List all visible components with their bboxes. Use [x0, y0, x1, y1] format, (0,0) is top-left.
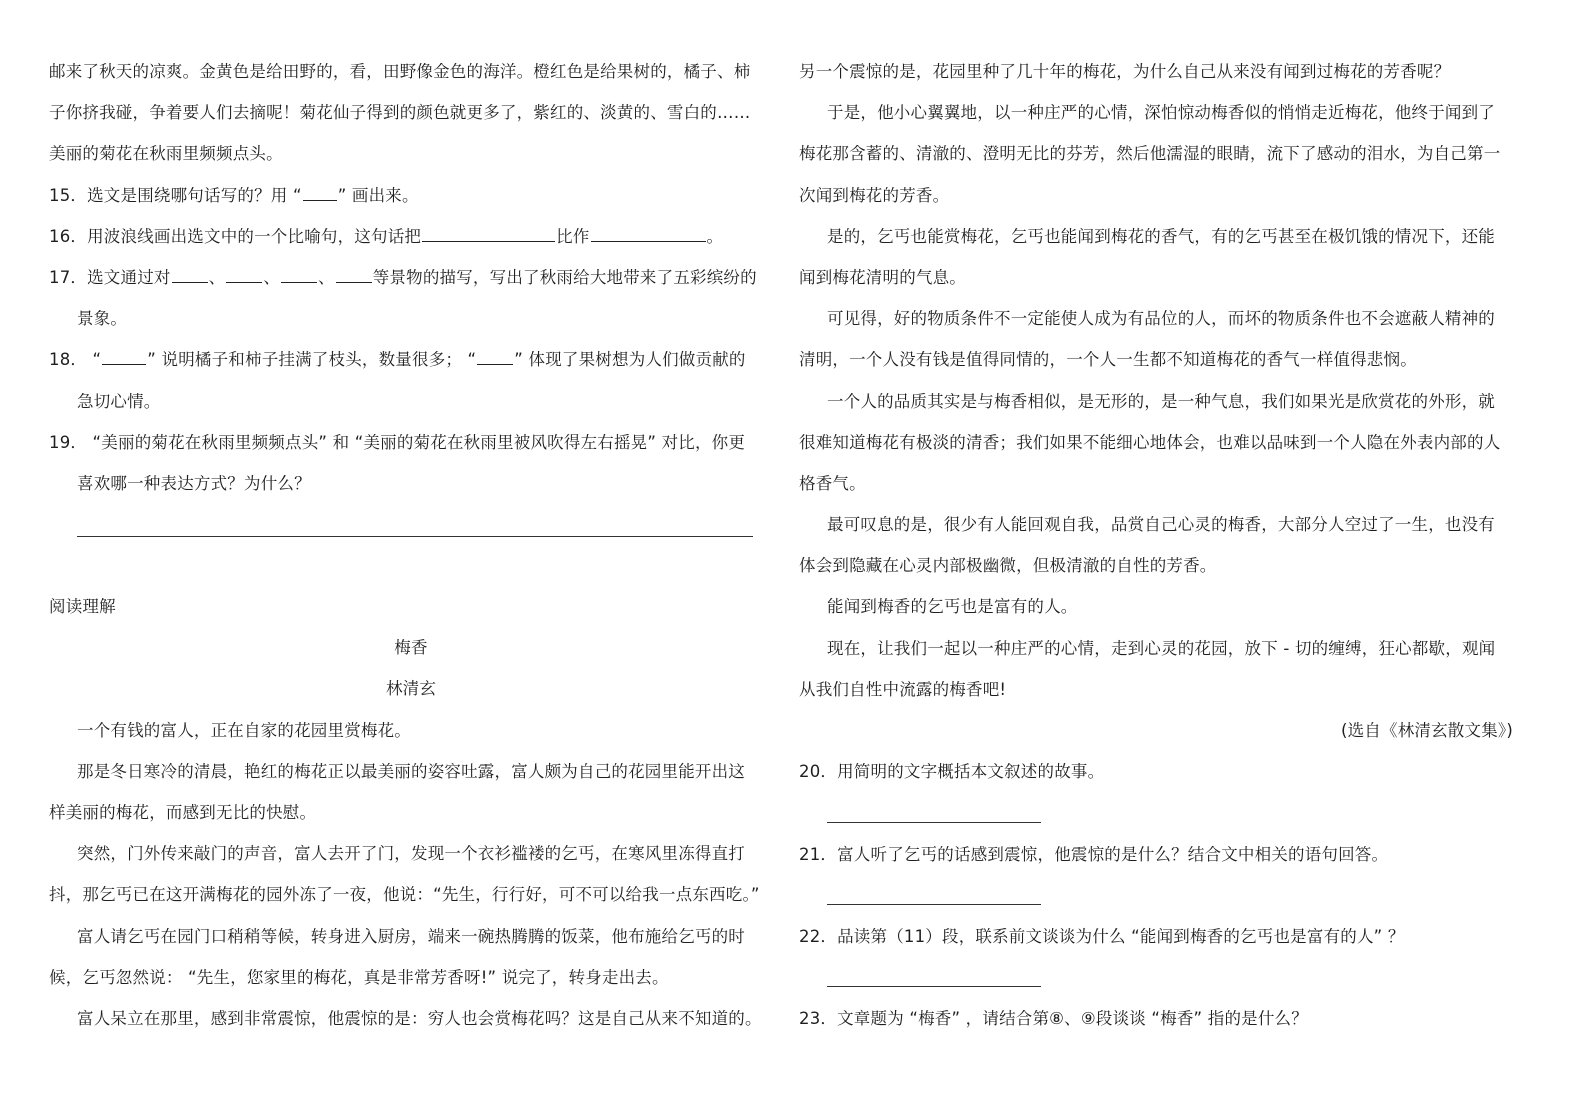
question-text: 。 — [706, 226, 724, 246]
right-column — [799, 51, 1523, 1040]
article-paragraph-line: 抖，那乞丐已在这开满梅花的园外冻了一夜，他说：“先生，行行好，可不可以给我一点东西吃。” — [49, 885, 760, 905]
question-23: 23．文章题为 “梅香” ，请结合第⑧、⑨段谈谈 “梅香” 指的是什么？ — [799, 1009, 1308, 1029]
question-text: ” 体现了果树想为人们做贡献的 — [514, 350, 746, 370]
article-paragraph: 于是，他小心翼翼地，以一种庄严的心情，深怕惊动梅香似的悄悄走近梅花，他终于闻到了 — [827, 103, 1495, 123]
reading-section — [49, 586, 773, 1039]
answer-line-q19[interactable] — [77, 536, 753, 537]
question-17-continued: 景象。 — [77, 309, 128, 329]
answer-blank[interactable] — [303, 184, 337, 201]
answer-space-q22 — [799, 957, 1523, 998]
separator: 、 — [208, 267, 226, 287]
question-22: 22．品读第（11）段，联系前文谈谈为什么 “能闻到梅香的乞丐也是富有的人” ？ — [799, 926, 1405, 946]
passage-line: 美丽的菊花在秋雨里频频点头。 — [49, 144, 283, 164]
question-18-continued: 急切心情。 — [77, 391, 161, 411]
article-paragraph: 现在，让我们一起以一种庄严的心情，走到心灵的花园，放下 - 切的缠缚，狂心都歇，观闻 — [827, 638, 1496, 658]
separator: 、 — [263, 267, 281, 287]
article-paragraph-line: 格香气。 — [799, 473, 866, 493]
question-text: 18． “ — [49, 350, 102, 370]
question-15 — [49, 175, 773, 216]
answer-blank[interactable] — [336, 266, 372, 283]
article-paragraph: 那是冬日寒冷的清晨，艳红的梅花正以最美丽的姿容吐露，富人颇为自己的花园里能开出这 — [77, 761, 745, 781]
article-paragraph: 最可叹息的是，很少有人能回观自我，品赏自己心灵的梅香，大部分人空过了一生，也没有 — [827, 515, 1495, 535]
article-paragraph: 富人请乞丐在园门口稍稍等候，转身进入厨房，端来一碗热腾腾的饭菜，他布施给乞丐的时 — [77, 926, 745, 946]
separator: 、 — [318, 267, 335, 287]
question-text: ” 说明橘子和柿子挂满了枝头，数量很多； “ — [147, 350, 477, 370]
article-paragraph-line: 很难知道梅花有极淡的清香；我们如果不能细心地体会，也难以品味到一个人隐在外表内部的人 — [799, 432, 1501, 452]
answer-line-q21[interactable] — [827, 904, 1041, 905]
answer-blank[interactable] — [102, 348, 146, 365]
answer-blank[interactable] — [172, 266, 208, 283]
article-paragraph: 能闻到梅香的乞丐也是富有的人。 — [827, 597, 1078, 617]
question-20: 20．用简明的文字概括本文叙述的故事。 — [799, 762, 1105, 782]
answer-blank[interactable] — [591, 225, 706, 242]
question-16 — [49, 216, 773, 257]
question-19-continued: 喜欢哪一种表达方式？为什么？ — [77, 473, 311, 493]
left-column — [49, 51, 773, 504]
article-paragraph: 可见得，好的物质条件不一定能使人成为有品位的人，而坏的物质条件也不会遮蔽人精神的 — [827, 309, 1495, 329]
article-paragraph-line: 从我们自性中流露的梅香吧! — [799, 679, 1007, 699]
answer-space-q20 — [799, 792, 1523, 833]
question-19: 19． “美丽的菊花在秋雨里频频点头” 和 “美丽的菊花在秋雨里被风吹得左右摇晃” 对比，你更 — [49, 432, 746, 452]
answer-line-q22[interactable] — [827, 986, 1041, 987]
answer-blank[interactable] — [226, 266, 262, 283]
article-paragraph-line: 闻到梅花清明的气息。 — [799, 267, 966, 287]
article-author: 林清玄 — [385, 679, 437, 699]
question-text: ” 画出来。 — [337, 185, 419, 205]
article-paragraph-line: 候，乞丐忽然说： “先生，您家里的梅花，真是非常芳香呀!” 说完了，转身走出去。 — [49, 967, 669, 987]
answer-space-q21 — [799, 875, 1523, 916]
answer-line-q20[interactable] — [827, 822, 1041, 823]
question-text: 15．选文是围绕哪句话写的？用 “ — [49, 185, 302, 205]
question-21: 21．富人听了乞丐的话感到震惊，他震惊的是什么？结合文中相关的语句回答。 — [799, 844, 1389, 864]
question-17 — [49, 257, 773, 298]
article-paragraph: 一个有钱的富人，正在自家的花园里赏梅花。 — [77, 720, 411, 740]
article-title: 梅香 — [394, 638, 428, 658]
article-paragraph: 突然，门外传来敲门的声音，富人去开了门，发现一个衣衫褴褛的乞丐，在寒风里冻得直打 — [77, 844, 745, 864]
article-paragraph-line: 清明，一个人没有钱是值得同情的，一个人一生都不知道梅花的香气一样值得悲悯。 — [799, 350, 1417, 370]
passage-line: 子你挤我碰，争着要人们去摘呢！菊花仙子得到的颜色就更多了，紫红的、淡黄的、雪白的…… — [49, 103, 751, 123]
answer-blank[interactable] — [422, 225, 555, 242]
answer-blank[interactable] — [281, 266, 317, 283]
article-paragraph-line: 次闻到梅花的芳香。 — [799, 185, 950, 205]
question-text: 16．用波浪线画出选文中的一个比喻句，这句话把 — [49, 226, 422, 246]
article-paragraph: 是的，乞丐也能赏梅花，乞丐也能闻到梅花的香气，有的乞丐甚至在极饥饿的情况下，还能 — [827, 226, 1495, 246]
answer-blank[interactable] — [477, 348, 513, 365]
article-paragraph-line: 体会到隐藏在心灵内部极幽微，但极清澈的自性的芳香。 — [799, 556, 1217, 576]
article-paragraph-line: 另一个震惊的是，花园里种了几十年的梅花，为什么自己从来没有闻到过梅花的芳香呢？ — [799, 62, 1451, 81]
passage-line: 邮来了秋天的凉爽。金黄色是给田野的，看，田野像金色的海洋。橙红色是给果树的，橘子、柿 — [49, 62, 751, 81]
article-paragraph: 一个人的品质其实是与梅香相似，是无形的，是一种气息，我们如果光是欣赏花的外形，就 — [827, 391, 1495, 411]
question-text: 等景物的描写，写出了秋雨给大地带来了五彩缤纷的 — [372, 267, 757, 287]
article-paragraph: 富人呆立在那里，感到非常震惊，他震惊的是：穷人也会赏梅花吗？这是自己从来不知道的。 — [77, 1008, 762, 1028]
question-text: 17．选文通过对 — [49, 267, 171, 287]
question-text: 比作 — [556, 226, 590, 246]
article-source: (选自《林清玄散文集》) — [1340, 721, 1513, 740]
article-paragraph-line: 梅花那含蓄的、清澈的、澄明无比的芬芳，然后他濡湿的眼睛，流下了感动的泪水，为自己第一 — [799, 144, 1501, 164]
article-paragraph-line: 样美丽的梅花，而感到无比的快慰。 — [49, 802, 317, 822]
question-18 — [49, 339, 773, 380]
section-label: 阅读理解 — [49, 597, 116, 616]
